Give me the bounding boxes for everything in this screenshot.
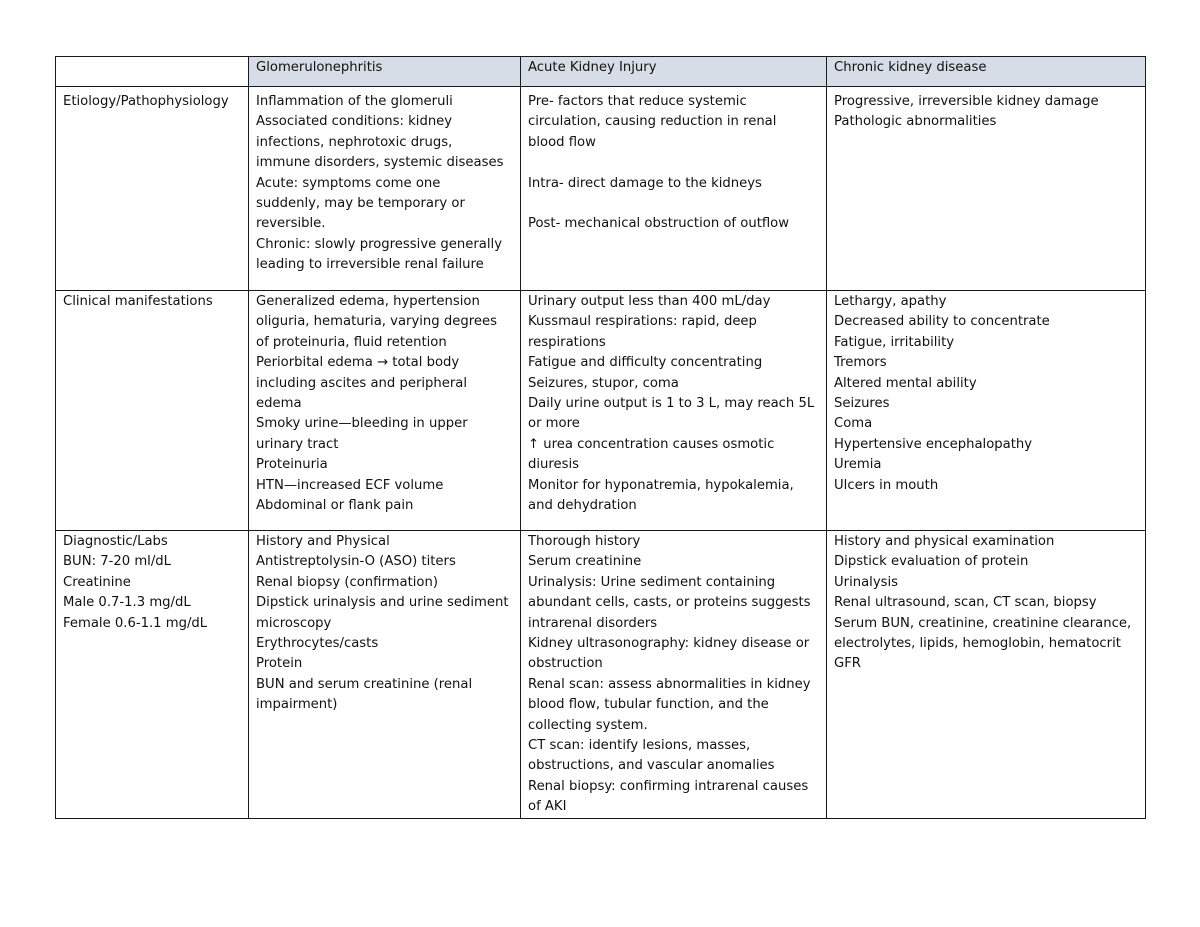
table-header bbox=[56, 57, 1146, 87]
cell-line: edema bbox=[256, 396, 302, 412]
cell-line: immune disorders, systemic diseases bbox=[256, 155, 504, 171]
row-label-cell bbox=[56, 531, 249, 819]
cell-line: Renal biopsy: confirming intrarenal causes bbox=[528, 778, 809, 794]
cell-line: Chronic: slowly progressive generally bbox=[256, 236, 503, 252]
cell-line: Serum creatinine bbox=[528, 554, 642, 570]
cell-line: Progressive, irreversible kidney damage bbox=[834, 94, 1099, 109]
cell-line: and dehydration bbox=[528, 498, 637, 514]
cell-line: Diagnostic/Labs bbox=[63, 534, 168, 549]
cell-line: Seizures bbox=[834, 396, 890, 412]
cell-line: diuresis bbox=[528, 457, 580, 473]
cell-line: Acute: symptoms come one bbox=[256, 175, 441, 191]
glomerulonephritis-cell bbox=[249, 291, 521, 531]
cell-line: Intra- direct damage to the kidneys bbox=[528, 175, 762, 191]
cell-line: Periorbital edema → total body bbox=[256, 355, 460, 371]
cell-line: collecting system. bbox=[528, 717, 648, 733]
blank-line bbox=[528, 153, 820, 173]
cell-line: Coma bbox=[834, 416, 873, 432]
cell-line: Renal scan: assess abnormalities in kidney bbox=[528, 676, 811, 692]
table-row bbox=[56, 531, 1146, 819]
cell-line: urinary tract bbox=[256, 436, 339, 452]
glomerulonephritis-cell bbox=[249, 87, 521, 291]
blank-line bbox=[528, 194, 820, 214]
cell-line: Ulcers in mouth bbox=[834, 477, 939, 493]
cell-line: blood flow bbox=[528, 134, 596, 150]
header-row bbox=[56, 57, 1146, 87]
cell-line: Female 0.6-1.1 mg/dL bbox=[63, 615, 208, 631]
cell-line: Antistreptolysin-O (ASO) titers bbox=[256, 554, 456, 570]
cell-line: electrolytes, lipids, hemoglobin, hematocrit bbox=[834, 636, 1121, 652]
cell-line: Dipstick evaluation of protein bbox=[834, 554, 1029, 570]
cell-line: obstruction bbox=[528, 656, 603, 672]
cell-line: Post- mechanical obstruction of outflow bbox=[528, 216, 790, 232]
cell-line: Etiology/Pathophysiology bbox=[63, 94, 229, 109]
table-row bbox=[56, 291, 1146, 531]
cell-line: GFR bbox=[834, 656, 861, 672]
cell-line: Proteinuria bbox=[256, 457, 328, 473]
cell-line: History and Physical bbox=[256, 534, 390, 549]
cell-line: oliguria, hematuria, varying degrees bbox=[256, 314, 497, 330]
cell-line: Inflammation of the glomeruli bbox=[256, 94, 453, 109]
cell-line: Pre- factors that reduce systemic bbox=[528, 94, 747, 109]
cell-line: BUN and serum creatinine (renal bbox=[256, 676, 473, 692]
cell-line: of AKI bbox=[528, 799, 567, 815]
table-row bbox=[56, 87, 1146, 291]
cell-line: Male 0.7-1.3 mg/dL bbox=[63, 595, 191, 611]
cell-line: Protein bbox=[256, 656, 303, 672]
cell-line: CT scan: identify lesions, masses, bbox=[528, 738, 751, 754]
cell-line: Associated conditions: kidney bbox=[256, 114, 453, 130]
header-chronic-kidney-disease: Chronic kidney disease bbox=[827, 57, 1146, 87]
header-glomerulonephritis: Glomerulonephritis bbox=[249, 57, 521, 87]
cell-line: Daily urine output is 1 to 3 L, may reach 5L bbox=[528, 396, 815, 412]
cell-line: HTN—increased ECF volume bbox=[256, 477, 444, 493]
cell-line: History and physical examination bbox=[834, 534, 1055, 549]
cell-line: intrarenal disorders bbox=[528, 615, 658, 631]
chronic-kidney-disease-cell bbox=[827, 531, 1146, 819]
cell-line: Serum BUN, creatinine, creatinine clearance, bbox=[834, 615, 1132, 631]
cell-line: Hypertensive encephalopathy bbox=[834, 436, 1033, 452]
cell-line: infections, nephrotoxic drugs, bbox=[256, 134, 453, 150]
acute-kidney-injury-cell bbox=[521, 291, 827, 531]
cell-line: Kussmaul respirations: rapid, deep bbox=[528, 314, 757, 330]
cell-line: Renal biopsy (confirmation) bbox=[256, 574, 438, 590]
cell-line: Smoky urine—bleeding in upper bbox=[256, 416, 468, 432]
cell-line: Dipstick urinalysis and urine sediment bbox=[256, 595, 509, 611]
cell-line: Monitor for hyponatremia, hypokalemia, bbox=[528, 477, 794, 493]
cell-line: microscopy bbox=[256, 615, 332, 631]
header-acute-kidney-injury: Acute Kidney Injury bbox=[521, 57, 827, 87]
cell-line: Clinical manifestations bbox=[63, 294, 213, 309]
cell-line: obstructions, and vascular anomalies bbox=[528, 758, 775, 774]
cell-line: Kidney ultrasonography: kidney disease or bbox=[528, 636, 810, 652]
cell-line: Fatigue, irritability bbox=[834, 334, 955, 350]
cell-line: Seizures, stupor, coma bbox=[528, 375, 679, 391]
cell-line: Urinary output less than 400 mL/day bbox=[528, 294, 771, 309]
cell-line: blood flow, tubular function, and the bbox=[528, 697, 769, 713]
cell-line: Pathologic abnormalities bbox=[834, 114, 997, 130]
cell-line: Urinalysis bbox=[834, 574, 899, 590]
acute-kidney-injury-cell bbox=[521, 531, 827, 819]
cell-line: Renal ultrasound, scan, CT scan, biopsy bbox=[834, 595, 1097, 611]
cell-line: Abdominal or flank pain bbox=[256, 498, 414, 514]
table-body bbox=[56, 87, 1146, 819]
cell-line: ↑ urea concentration causes osmotic bbox=[528, 436, 775, 452]
chronic-kidney-disease-cell bbox=[827, 291, 1146, 531]
glomerulonephritis-cell bbox=[249, 531, 521, 819]
cell-line: leading to irreversible renal failure bbox=[256, 257, 484, 273]
row-label-cell bbox=[56, 87, 249, 291]
chronic-kidney-disease-cell bbox=[827, 87, 1146, 291]
cell-line: BUN: 7-20 ml/dL bbox=[63, 554, 171, 570]
row-label-cell bbox=[56, 291, 249, 531]
cell-line: reversible. bbox=[256, 216, 326, 232]
comparison-table bbox=[55, 56, 1146, 819]
cell-line: circulation, causing reduction in renal bbox=[528, 114, 777, 130]
cell-line: Lethargy, apathy bbox=[834, 294, 947, 309]
cell-line: impairment) bbox=[256, 697, 338, 713]
cell-line: Decreased ability to concentrate bbox=[834, 314, 1050, 330]
cell-line: including ascites and peripheral bbox=[256, 375, 468, 391]
cell-line: Fatigue and difficulty concentrating bbox=[528, 355, 763, 371]
cell-line: Generalized edema, hypertension bbox=[256, 294, 480, 309]
header-cell-blank bbox=[56, 57, 249, 87]
cell-line: Urinalysis: Urine sediment containing bbox=[528, 574, 776, 590]
cell-line: or more bbox=[528, 416, 580, 432]
cell-line: respirations bbox=[528, 334, 606, 350]
cell-line: Thorough history bbox=[528, 534, 641, 549]
cell-line: Creatinine bbox=[63, 574, 131, 590]
acute-kidney-injury-cell bbox=[521, 87, 827, 291]
cell-line: Altered mental ability bbox=[834, 375, 977, 391]
cell-line: abundant cells, casts, or proteins suggests bbox=[528, 595, 811, 611]
cell-line: of proteinuria, fluid retention bbox=[256, 334, 447, 350]
cell-line: Erythrocytes/casts bbox=[256, 636, 379, 652]
cell-line: Uremia bbox=[834, 457, 882, 473]
cell-line: suddenly, may be temporary or bbox=[256, 196, 465, 212]
cell-line: Tremors bbox=[834, 355, 887, 371]
